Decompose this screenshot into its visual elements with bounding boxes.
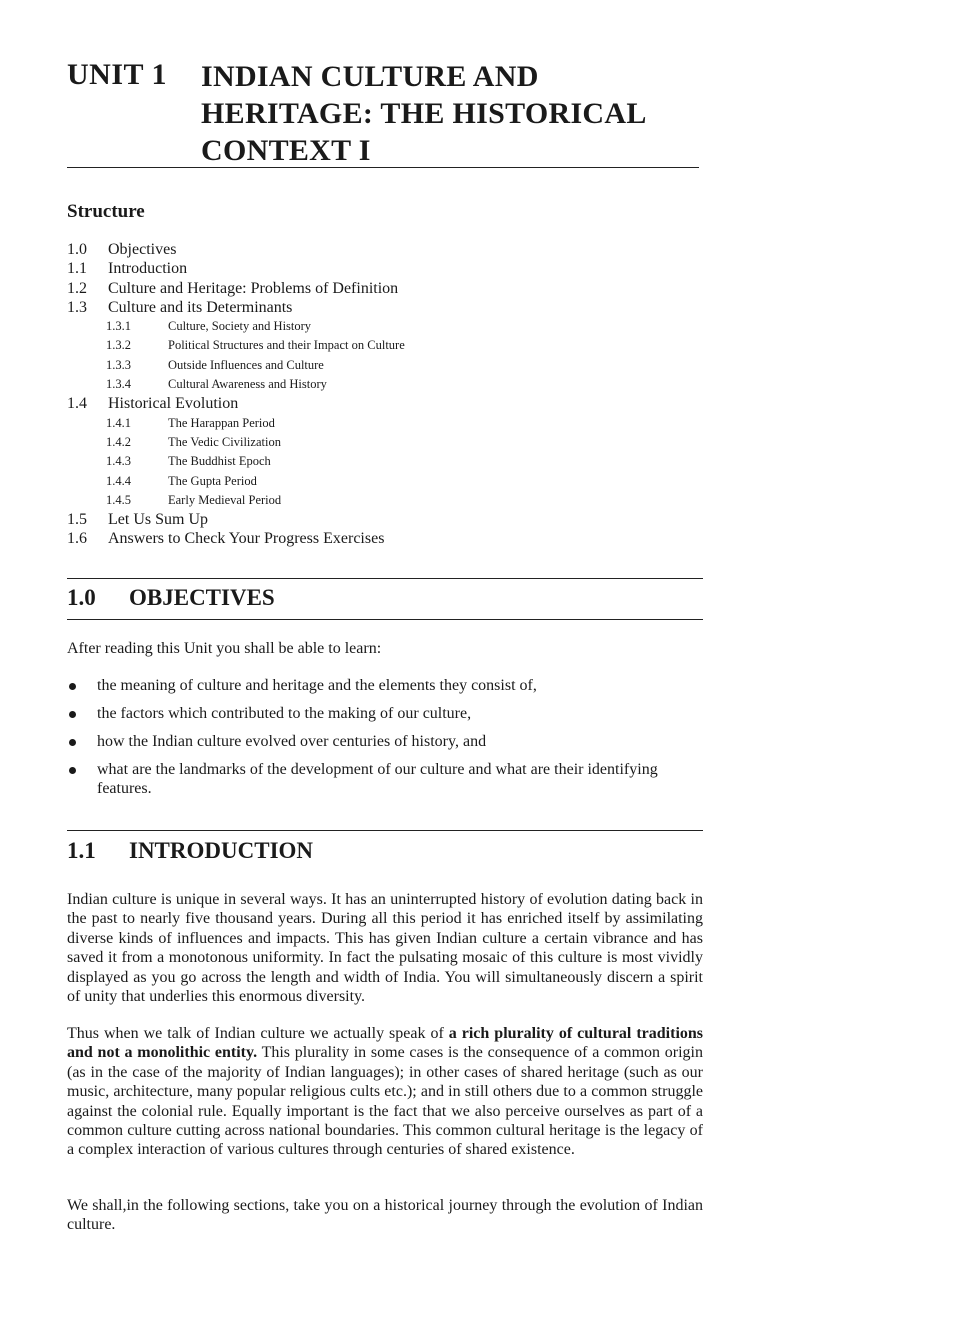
toc-item <box>67 414 667 433</box>
list-item-text: how the Indian culture evolved over centuries of history, and <box>97 732 487 750</box>
toc-item-number: 1.4 <box>67 395 87 413</box>
toc-item-label: The Vedic Civilization <box>168 434 281 449</box>
toc-item-number: 1.4.4 <box>106 473 131 488</box>
toc-item <box>67 375 667 394</box>
toc-item <box>67 240 667 259</box>
toc-item-label: Cultural Awareness and History <box>168 377 327 392</box>
introduction-paragraph-1: Indian culture is unique in several ways. It has an uninterrupted history of evolution dating back in the past to nearly five thousand years. During all this period it has enriched itself by assimilating diverse kinds of influences and impacts. This has given Indian culture a certain vibrance and has saved it from a monotonous uniformity. In fact the pulsating mosaic of this culture is most vividly displayed as you go across the length and width of India. You will simultaneously discern a spirit of unity that underlies this enormous diversity. <box>67 891 703 1006</box>
section-divider <box>67 619 703 620</box>
toc-item-number: 1.4.3 <box>106 454 131 469</box>
toc-item <box>67 529 667 548</box>
section-title: OBJECTIVES <box>129 585 275 610</box>
toc-item-number: 1.4.2 <box>106 434 131 449</box>
toc-item <box>67 356 667 375</box>
paragraph-text: Thus when we talk of Indian culture we actually speak of <box>67 1025 449 1042</box>
toc-item-label: Objectives <box>108 241 177 258</box>
toc-item-label: Historical Evolution <box>108 395 239 413</box>
toc-item-number: 1.4.1 <box>106 415 131 430</box>
toc-item-label: The Gupta Period <box>168 473 257 488</box>
unit-title-line: HERITAGE: THE HISTORICAL <box>201 97 647 130</box>
toc-item <box>67 298 667 317</box>
section-divider <box>67 578 703 579</box>
paragraph-text: This plurality in some cases is the consequence of a common origin (as in the case of the majority of Indian languages); in other cases of shared heritage (such as our music, architecture, many popular religious cults etc.); and in still others due to a common struggle against the colonial rule. Equally important is the fact that we also perceive ourselves as part of a common culture cutting across national boundaries. This common cultural heritage is the legacy of a complex interaction of various cultures through centuries of shared existence. <box>67 1044 704 1159</box>
toc-item <box>67 259 667 278</box>
toc-item-label: The Harappan Period <box>168 415 275 430</box>
toc-item-number: 1.3.2 <box>106 338 131 353</box>
section-number: 1.0 <box>67 585 96 610</box>
section-divider <box>67 830 703 831</box>
toc-item-label: Culture and Heritage: Problems of Definition <box>108 279 399 297</box>
bullet-icon <box>69 739 76 746</box>
toc-item <box>67 336 667 355</box>
toc-item-number: 1.3 <box>67 298 87 316</box>
toc-item-number: 1.3.1 <box>106 319 131 334</box>
introduction-heading <box>67 838 313 864</box>
toc-item-number: 1.0 <box>67 241 87 258</box>
bullet-icon <box>69 711 76 718</box>
toc-item-label: Culture, Society and History <box>168 319 312 334</box>
toc-item-number: 1.4.5 <box>106 492 131 507</box>
toc-item-label: Introduction <box>108 260 188 278</box>
toc-item-label: Let Us Sum Up <box>108 511 208 529</box>
toc-item-number: 1.3.3 <box>106 357 131 372</box>
unit-title-line: INDIAN CULTURE AND <box>201 60 539 93</box>
toc-item <box>67 279 667 298</box>
toc-item-label: The Buddhist Epoch <box>168 454 271 469</box>
toc-item <box>67 317 667 336</box>
toc-item <box>67 433 667 452</box>
toc-item-number: 1.3.4 <box>106 377 131 392</box>
table-of-contents <box>67 240 667 549</box>
list-item <box>67 760 707 799</box>
objectives-intro: After reading this Unit you shall be able to learn: <box>67 640 382 657</box>
unit-title <box>201 58 647 169</box>
list-item-text: what are the landmarks of the development of our culture and what are their identifying features. <box>97 760 658 798</box>
bullet-icon <box>69 683 76 690</box>
toc-item-label: Early Medieval Period <box>168 492 282 507</box>
objectives-list <box>67 676 707 807</box>
introduction-paragraph-3: We shall,in the following sections, take you on a historical journey through the evolution of Indian culture. <box>67 1197 703 1234</box>
objectives-heading <box>67 585 275 611</box>
toc-item-number: 1.6 <box>67 530 87 548</box>
emphasis-text: a rich plurality of cultural traditions and not a monolithic entity. <box>67 1025 704 1062</box>
unit-label: UNIT 1 <box>67 58 167 91</box>
toc-item <box>67 510 667 529</box>
toc-item-number: 1.2 <box>67 279 87 297</box>
section-title: INTRODUCTION <box>129 838 314 863</box>
list-item <box>67 676 707 695</box>
toc-item-label: Outside Influences and Culture <box>168 357 324 372</box>
introduction-paragraph-2 <box>67 1024 703 1160</box>
toc-item-label: Political Structures and their Impact on Culture <box>168 338 405 353</box>
list-item-text: the meaning of culture and heritage and the elements they consist of, <box>97 677 537 694</box>
toc-item-label: Culture and its Determinants <box>108 298 293 316</box>
toc-item-number: 1.5 <box>67 511 87 529</box>
toc-item <box>67 394 667 413</box>
toc-item <box>67 491 667 510</box>
toc-item <box>67 472 667 491</box>
toc-item-label: Answers to Check Your Progress Exercises <box>108 530 385 548</box>
header-divider <box>67 167 699 168</box>
list-item-text: the factors which contributed to the making of our culture, <box>97 704 472 722</box>
list-item <box>67 704 707 723</box>
list-item <box>67 732 707 751</box>
section-number: 1.1 <box>67 838 96 863</box>
bullet-icon <box>69 767 76 774</box>
unit-title-line: CONTEXT I <box>201 134 371 167</box>
toc-item <box>67 452 667 471</box>
structure-heading: Structure <box>67 201 145 222</box>
toc-item-number: 1.1 <box>67 260 87 278</box>
